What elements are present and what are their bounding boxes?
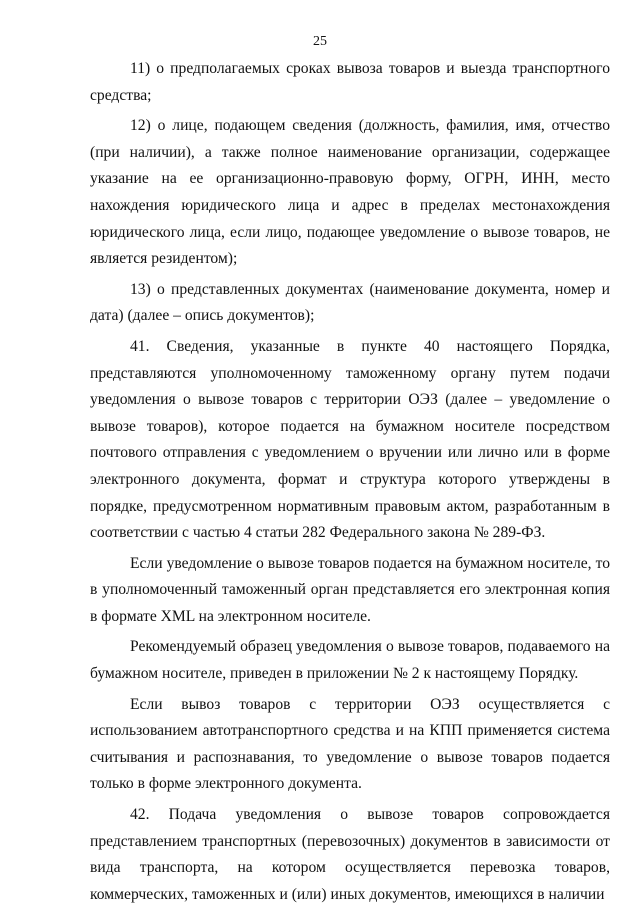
document-body	[90, 56, 610, 908]
page-number: 25	[313, 34, 327, 49]
paragraph-item-12: 12) о лице, подающем сведения (должность, фамилия, имя, отчество (при наличии), а также полное наименование организации, содержащее указание на ее организационно-правовую форму, ОГРН, ИНН, место нахождения юридического лица и адрес в пределах местонахождения юридического лица, если лицо, подающее уведомление о вывозе товаров, не является резидентом);	[90, 117, 610, 268]
paragraph-item-11: 11) о предполагаемых сроках вывоза товаров и выезда транспортного средства;	[90, 60, 610, 104]
paragraph-clause-42: 42. Подача уведомления о вывозе товаров сопровождается представлением транспортных (перевозочных) документов в зависимости от вида транспорта, на котором осуществляется перевозка товаров, коммерческих, таможенных и (или) иных документов, имеющихся в наличии	[90, 806, 610, 903]
paragraph-sample-form: Рекомендуемый образец уведомления о вывозе товаров, подаваемого на бумажном носителе, приведен в приложении № 2 к настоящему Порядку.	[90, 638, 610, 683]
paragraph-paper-copy: Если уведомление о вывозе товаров подается на бумажном носителе, то в уполномоченный таможенный орган представляется его электронная копия в формате XML на электронном носителе.	[90, 554, 610, 625]
paragraph-item-13: 13) о представленных документах (наименование документа, номер и дата) (далее – опись документов);	[90, 280, 610, 325]
paragraph-clause-41: 41. Сведения, указанные в пункте 40 настоящего Порядка, представляются уполномоченному таможенному органу путем подачи уведомления о вывозе товаров с территории ОЭЗ (далее – уведомление о вывозе товаров), которое подается на бумажном носителе посредством почтового отправления с уведомлением о вручении или лично или в форме электронного документа, формат и структура которого утверждены в порядке, предусмотренном нормативным правовым актом, разработанным в соответствии с частью 4 статьи 282 Федерального закона № 289-ФЗ.	[90, 337, 610, 542]
paragraph-electronic-only: Если вывоз товаров с территории ОЭЗ осуществляется с использованием автотранспортного средства и на КПП применяется система считывания и распознавания, то уведомление о вывозе товаров подается только в форме электронного документа.	[90, 695, 610, 793]
